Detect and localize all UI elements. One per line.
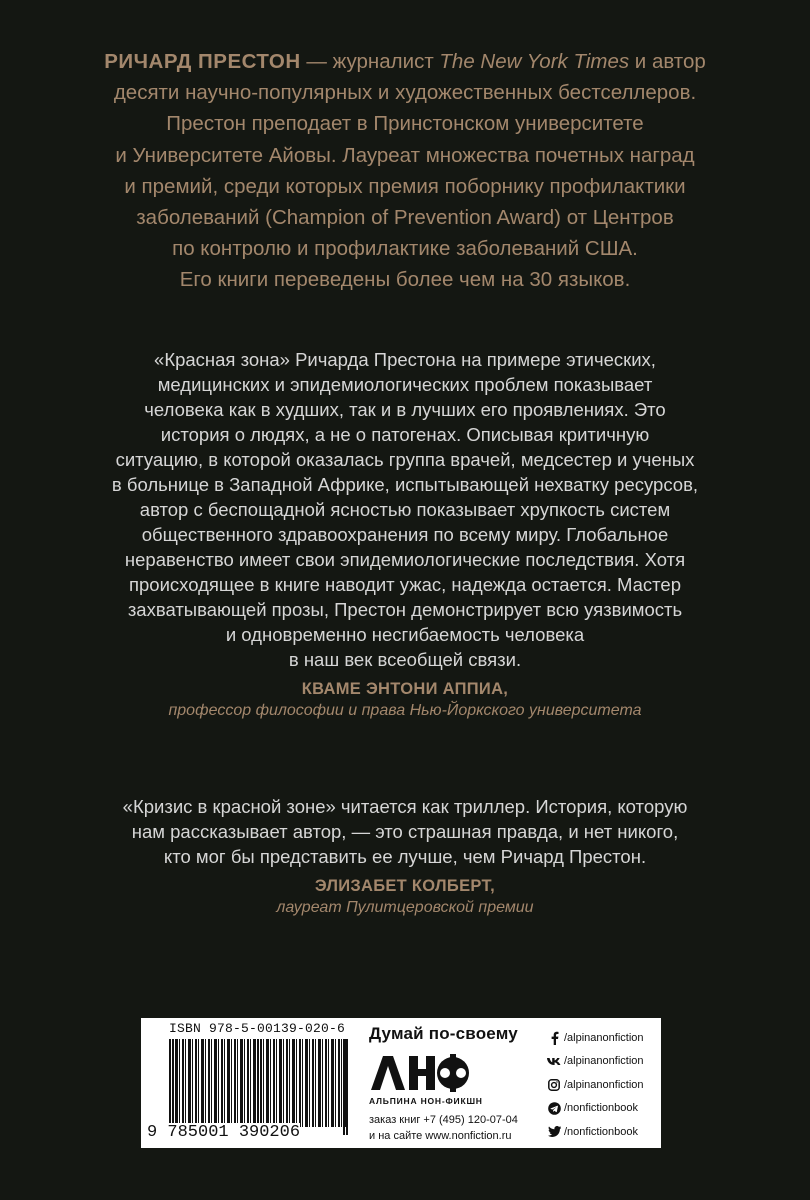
- publication-name: The New York Times: [439, 50, 630, 73]
- author-bio-line: и Университете Айовы. Лауреат множества почетных наград: [115, 143, 695, 167]
- quote-line: человека как в худших, так и в лучших его проявлениях. Это: [144, 399, 666, 420]
- quote-attribution-role: лауреат Пулитцеровской премии: [276, 899, 534, 916]
- barcode-guard-bar: [172, 1039, 174, 1135]
- social-handle: /alpinanonfiction: [564, 1078, 644, 1091]
- social-handle: /nonfictionbook: [564, 1125, 638, 1138]
- barcode-guard-bar: [343, 1039, 345, 1135]
- quote-line: «Кризис в красной зоне» читается как триллер. История, которую: [122, 796, 688, 817]
- twitter-icon: [547, 1125, 561, 1139]
- order-phone: заказ книг +7 (495) 120-07-04: [369, 1114, 518, 1126]
- quote-line: автор с беспощадной ясностью показывает хрупкость систем: [139, 499, 671, 520]
- quote-attribution-name: ЭЛИЗАБЕТ КОЛБЕРТ,: [314, 877, 496, 895]
- isbn-label: ISBN 978-5-00139-020-6: [169, 1021, 346, 1036]
- order-website: и на сайте www.nonfiction.ru: [369, 1130, 512, 1142]
- author-bio-line-1: [60, 46, 750, 77]
- author-bio-line: Его книги переведены более чем на 30 языков.: [179, 268, 631, 292]
- publisher-logo: [369, 1052, 469, 1092]
- author-bio-line: десяти научно-популярных и художественных бестселлеров.: [113, 81, 697, 105]
- author-bio-line: по контролю и профилактике заболеваний США.: [172, 237, 638, 261]
- quote-line: нам рассказывает автор, — это страшная правда, и нет никого,: [131, 821, 679, 842]
- publisher-slogan: Думай по-своему: [369, 1024, 518, 1043]
- barcode-digits: [147, 1123, 357, 1142]
- social-handle: /nonfictionbook: [564, 1102, 638, 1115]
- instagram-icon: [547, 1078, 561, 1092]
- quote-attribution-role: профессор философии и права Нью-Йоркского университета: [168, 702, 642, 719]
- social-handle: /alpinanonfiction: [564, 1031, 644, 1044]
- author-bio-text: — журналист: [300, 50, 440, 73]
- telegram-icon: [547, 1101, 561, 1115]
- social-link-facebook[interactable]: [547, 1026, 661, 1050]
- vk-icon: [547, 1054, 561, 1068]
- social-handle: /alpinanonfiction: [564, 1055, 644, 1068]
- barcode-guard-bar: [257, 1039, 259, 1135]
- author-bio-line: Престон преподает в Принстонском университете: [166, 112, 644, 136]
- barcode-guard-bar: [260, 1039, 262, 1135]
- barcode-guard-bar: [169, 1039, 171, 1135]
- social-link-vk[interactable]: [547, 1050, 661, 1074]
- social-link-telegram[interactable]: [547, 1097, 661, 1121]
- social-links: [547, 1026, 661, 1144]
- quote-line: происходящее в книге наводит ужас, надежда остается. Мастер: [129, 574, 681, 595]
- quote-line: захватывающей прозы, Престон демонстрирует всю уязвимость: [127, 599, 683, 620]
- publisher-name: АЛЬПИНА НОН-ФИКШН: [369, 1096, 483, 1106]
- social-link-twitter[interactable]: [547, 1120, 661, 1144]
- quote-line: «Красная зона» Ричарда Престона на примере этических,: [154, 349, 656, 370]
- quote-line: кто мог бы представить ее лучше, чем Ричард Престон.: [163, 846, 647, 867]
- author-bio: [60, 46, 750, 296]
- quote-line: медицинских и эпидемиологических проблем показывает: [157, 374, 653, 395]
- author-bio-line: заболеваний (Champion of Prevention Award) от Центров: [136, 206, 674, 230]
- quote-line: и одновременно несгибаемость человека: [225, 624, 585, 645]
- barcode-number: 9 785001 390206: [147, 1123, 301, 1142]
- author-bio-line: и премий, среди которых премия поборнику профилактики: [124, 174, 686, 198]
- author-bio-text: и автор: [629, 50, 706, 73]
- barcode-guard-bar: [346, 1039, 348, 1135]
- quote-line: в больнице в Западной Африке, испытывающей нехватку ресурсов,: [111, 474, 699, 495]
- publisher-info-box: [141, 1018, 661, 1148]
- author-name: РИЧАРД ПРЕСТОН: [104, 50, 301, 73]
- facebook-icon: [547, 1031, 561, 1045]
- quote-line: общественного здравоохранения по всему миру. Глобальное: [141, 524, 669, 545]
- quote-line: неравенство имеет свои эпидемиологические последствия. Хотя: [124, 549, 686, 570]
- quote-line: в наш век всеобщей связи.: [288, 649, 522, 670]
- review-quote-appiah: [60, 347, 750, 722]
- publisher-block: [369, 1024, 519, 1142]
- review-quote-kolbert: [60, 794, 750, 919]
- quote-line: ситуацию, в которой оказалась группа врачей, медсестер и ученых: [115, 449, 695, 470]
- social-link-instagram[interactable]: [547, 1073, 661, 1097]
- quote-line: история о людях, а не о патогенах. Описывая критичную: [160, 424, 650, 445]
- quote-attribution-name: КВАМЕ ЭНТОНИ АППИА,: [301, 680, 509, 698]
